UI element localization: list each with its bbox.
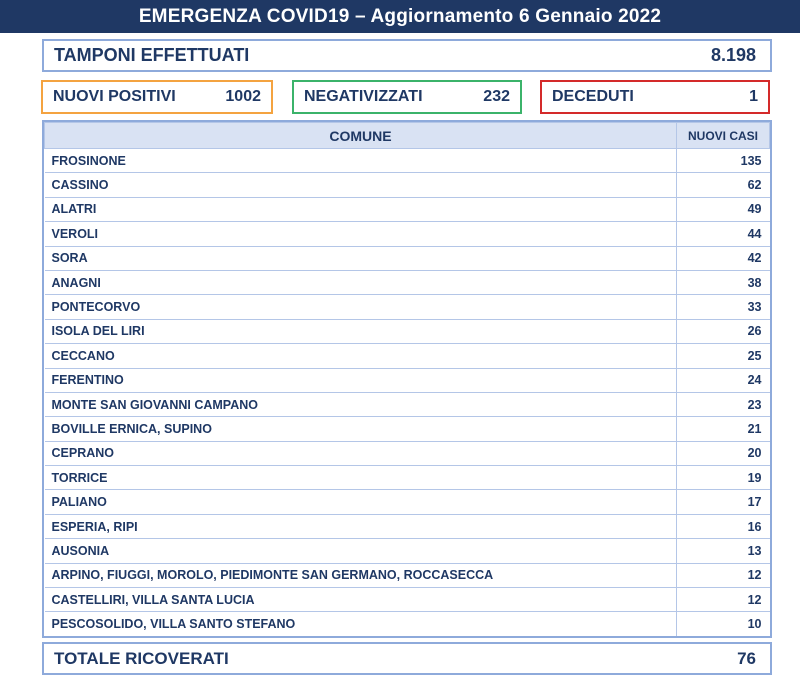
- nuovi-casi-cell: 16: [677, 514, 770, 538]
- column-header-nuovi-casi: NUOVI CASI: [677, 123, 770, 149]
- comune-cell: CECCANO: [45, 344, 677, 368]
- nuovi-casi-cell: 44: [677, 222, 770, 246]
- table-row: [45, 173, 770, 197]
- table-row: [45, 197, 770, 221]
- comune-cell: ANAGNI: [45, 270, 677, 294]
- nuovi-casi-cell: 17: [677, 490, 770, 514]
- nuovi-positivi-box: [41, 80, 273, 114]
- table-row: [45, 466, 770, 490]
- comune-cell: TORRICE: [45, 466, 677, 490]
- comune-cell: ISOLA DEL LIRI: [45, 319, 677, 343]
- deceduti-box: [540, 80, 770, 114]
- comune-cell: AUSONIA: [45, 539, 677, 563]
- nuovi-positivi-value: 1002: [225, 88, 261, 105]
- comune-cell: ESPERIA, RIPI: [45, 514, 677, 538]
- comune-cell: SORA: [45, 246, 677, 270]
- nuovi-casi-cell: 23: [677, 392, 770, 416]
- table-row: [45, 563, 770, 587]
- table-row: [45, 222, 770, 246]
- nuovi-casi-cell: 62: [677, 173, 770, 197]
- nuovi-casi-cell: 21: [677, 417, 770, 441]
- table-row: [45, 319, 770, 343]
- comune-cell: CASTELLIRI, VILLA SANTA LUCIA: [45, 588, 677, 612]
- negativizzati-label: NEGATIVIZZATI: [304, 88, 423, 105]
- nuovi-casi-cell: 12: [677, 588, 770, 612]
- totale-ricoverati-box: [42, 642, 772, 675]
- nuovi-casi-cell: 12: [677, 563, 770, 587]
- table-row: [45, 417, 770, 441]
- nuovi-positivi-label: NUOVI POSITIVI: [53, 88, 176, 105]
- comune-cell: BOVILLE ERNICA, SUPINO: [45, 417, 677, 441]
- deceduti-label: DECEDUTI: [552, 88, 634, 105]
- table-row: [45, 588, 770, 612]
- comune-cell: VEROLI: [45, 222, 677, 246]
- totale-label: TOTALE RICOVERATI: [54, 648, 229, 668]
- comune-cell: FROSINONE: [45, 149, 677, 173]
- comune-cell: PESCOSOLIDO, VILLA SANTO STEFANO: [51, 617, 296, 632]
- deceduti-value: 1: [749, 88, 758, 105]
- nuovi-casi-cell: 24: [677, 368, 770, 392]
- comune-cell: CEPRANO: [45, 441, 677, 465]
- table-row: [45, 246, 770, 270]
- table-row: [45, 149, 770, 173]
- page-title-banner: [0, 0, 800, 33]
- page-title: EMERGENZA COVID19 – Aggiornamento 6 Gennaio 2022: [138, 5, 662, 27]
- negativizzati-value: 232: [483, 88, 510, 105]
- comune-cell: ARPINO, FIUGGI, MOROLO, PIEDIMONTE SAN GERMANO, ROCCASECCA: [45, 563, 677, 587]
- table-row: [45, 344, 770, 368]
- table-row: [45, 612, 770, 636]
- comuni-table: [42, 120, 772, 638]
- table-row: [45, 270, 770, 294]
- comune-cell: FERENTINO: [45, 368, 677, 392]
- comune-cell: PALIANO: [45, 490, 677, 514]
- table-row: [45, 392, 770, 416]
- tamponi-label: TAMPONI EFFETTUATI: [54, 45, 250, 65]
- nuovi-casi-cell: 38: [677, 270, 770, 294]
- table-row: [45, 368, 770, 392]
- nuovi-casi-cell: 20: [677, 441, 770, 465]
- comune-cell: PONTECORVO: [45, 295, 677, 319]
- table-header-row: [45, 123, 770, 149]
- table-body: [45, 149, 770, 636]
- tamponi-box: [42, 39, 772, 72]
- comune-cell: CASSINO: [45, 173, 677, 197]
- negativizzati-box: [292, 80, 522, 114]
- table-row: [45, 295, 770, 319]
- table-row: [45, 441, 770, 465]
- nuovi-casi-cell: 19: [677, 466, 770, 490]
- nuovi-casi-cell: 49: [677, 197, 770, 221]
- table-row: [45, 539, 770, 563]
- comune-cell: MONTE SAN GIOVANNI CAMPANO: [45, 392, 677, 416]
- totale-value: 76: [737, 648, 756, 668]
- table-row: [45, 490, 770, 514]
- nuovi-casi-cell: 25: [677, 344, 770, 368]
- nuovi-casi-cell: 42: [677, 246, 770, 270]
- nuovi-casi-cell: 135: [677, 149, 770, 173]
- column-header-comune: COMUNE: [45, 123, 677, 149]
- nuovi-casi-cell: 10: [677, 612, 770, 636]
- table-row: [45, 514, 770, 538]
- nuovi-casi-cell: 13: [677, 539, 770, 563]
- nuovi-casi-cell: 26: [677, 319, 770, 343]
- tamponi-value: 8.198: [710, 45, 756, 65]
- comune-cell: ALATRI: [45, 197, 677, 221]
- nuovi-casi-cell: 33: [677, 295, 770, 319]
